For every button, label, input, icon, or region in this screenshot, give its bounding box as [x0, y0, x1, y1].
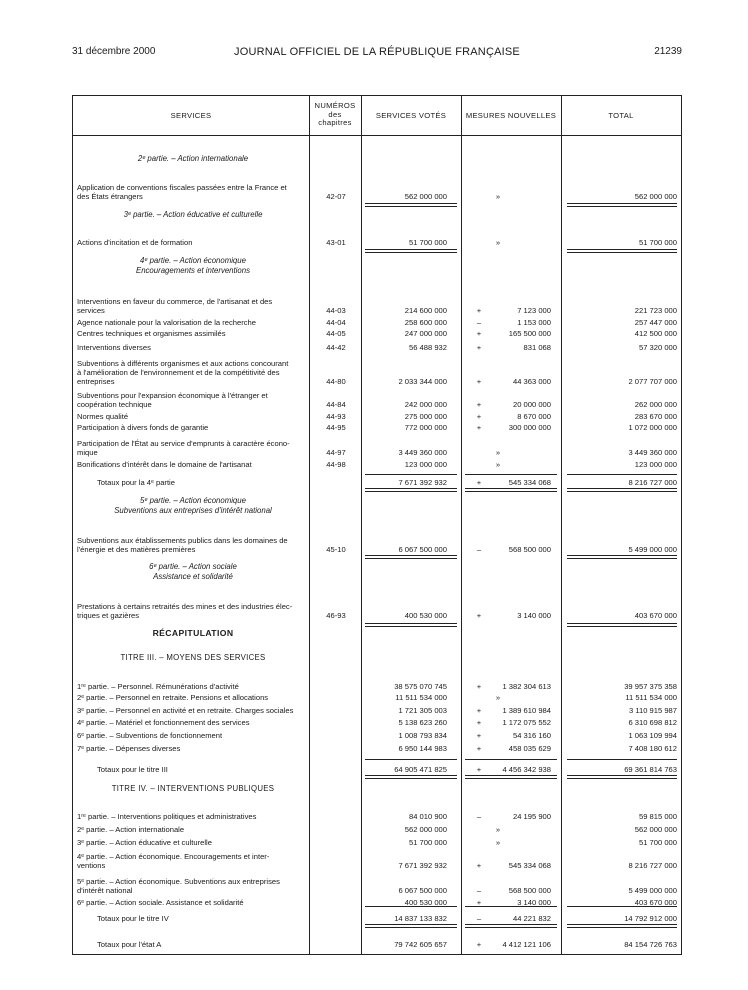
services-votes-value: 123 000 000	[404, 460, 447, 469]
total-value: 7 408 180 612	[628, 744, 677, 753]
services-votes-value: 400 530 000	[404, 898, 447, 907]
row-label	[77, 329, 307, 338]
chapter-number: 44-80	[326, 377, 346, 386]
change-sign: +	[476, 412, 482, 421]
subtotal-rule	[567, 623, 677, 627]
issue-date: 31 décembre 2000	[72, 46, 156, 57]
row-label-line: Participation à divers fonds de garantie	[77, 423, 209, 432]
table-row	[73, 238, 681, 249]
total-value: 6 310 698 812	[628, 718, 677, 727]
table-row	[73, 391, 681, 411]
change-sign: +	[476, 744, 482, 753]
mesures-nouvelles-value: 300 000 000	[508, 423, 551, 432]
change-sign: +	[476, 898, 482, 907]
services-votes-value: 79 742 605 657	[394, 940, 447, 949]
total-value: 39 957 375 358	[624, 682, 677, 691]
mesures-nouvelles-value: »	[495, 838, 501, 847]
column-header-numeros-line: NUMÉROS	[314, 101, 356, 110]
chapter-number: 44-04	[326, 318, 346, 327]
services-votes-value: 772 000 000	[404, 423, 447, 432]
row-label	[77, 238, 307, 247]
mesures-nouvelles-value: »	[495, 460, 501, 469]
row-label-line: Totaux pour l'état A	[97, 940, 162, 949]
row-label-line: Centres techniques et organismes assimilés	[77, 329, 226, 338]
services-votes-value: 64 905 471 825	[394, 765, 447, 774]
row-label-line: des États étrangers	[77, 192, 143, 201]
total-value: 14 792 912 000	[624, 914, 677, 923]
row-label-line: Bonifications d'intérêt dans le domaine de l'artisanat	[77, 460, 252, 469]
chapter-number: 44-05	[326, 329, 346, 338]
change-sign: +	[476, 718, 482, 727]
services-votes-value: 5 138 623 260	[398, 718, 447, 727]
mesures-nouvelles-value: 458 035 629	[508, 744, 551, 753]
row-label-line: Interventions diverses	[77, 343, 151, 352]
table-row	[73, 682, 681, 693]
row-label-line: 6ᵉ partie. – Action sociale. Assistance et solidarité	[77, 898, 244, 907]
row-label-line: Normes qualité	[77, 412, 129, 421]
table-row	[73, 183, 681, 203]
total-value: 403 670 000	[634, 611, 677, 620]
chapter-number: 44-93	[326, 412, 346, 421]
table-row	[73, 825, 681, 836]
table-row	[73, 852, 681, 872]
row-label-line: Totaux pour le titre IV	[97, 914, 169, 923]
column-header-numeros-line: des	[328, 109, 342, 119]
chapter-number: 44-97	[326, 448, 346, 457]
table-row	[73, 423, 681, 434]
services-votes-value: 3 449 360 000	[398, 448, 447, 457]
row-label	[77, 412, 307, 421]
total-value: 2 077 707 000	[628, 377, 677, 386]
chapter-number: 44-98	[326, 460, 346, 469]
chapter-number: 42-07	[326, 192, 346, 201]
total-value: 51 700 000	[638, 238, 677, 247]
row-label-line: d'intérêt national	[77, 886, 133, 895]
mesures-nouvelles-value: 1 153 000	[517, 318, 551, 327]
row-label-line: Subventions à différents organismes et aux actions concourant	[77, 359, 289, 368]
services-votes-value: 6 950 144 983	[398, 744, 447, 753]
journal-title: JOURNAL OFFICIEL DE LA RÉPUBLIQUE FRANÇAISE	[234, 46, 520, 58]
column-header-numeros	[309, 102, 361, 128]
services-votes-value: 1 721 305 003	[398, 706, 447, 715]
row-label-line: triques et gazières	[77, 611, 140, 620]
row-label-line: à l'amélioration de l'environnement et de la compétitivité des	[77, 368, 280, 377]
services-votes-value: 14 837 133 832	[394, 914, 447, 923]
total-value: 257 447 000	[634, 318, 677, 327]
subtotal-rule	[465, 474, 557, 475]
total-value: 283 670 000	[634, 412, 677, 421]
total-value: 562 000 000	[634, 825, 677, 834]
subtotal-rule	[567, 203, 677, 207]
total-value: 8 216 727 000	[628, 478, 677, 487]
total-value: 84 154 726 763	[624, 940, 677, 949]
row-label	[77, 460, 307, 469]
row-label-line: Application de conventions fiscales passées entre la France et	[77, 183, 287, 192]
row-label	[77, 439, 307, 457]
subtotal-rule	[365, 759, 457, 760]
total-value: 3 449 360 000	[628, 448, 677, 457]
row-label-line: Totaux pour la 4ᵉ partie	[97, 478, 175, 487]
row-label	[77, 877, 307, 895]
services-votes-value: 247 000 000	[404, 329, 447, 338]
mesures-nouvelles-value: 3 140 000	[517, 611, 551, 620]
section-heading-line: 4ᵉ partie. – Action économique	[140, 256, 246, 265]
row-label	[97, 914, 327, 923]
row-label-line: Subventions aux établissements publics dans les domaines de	[77, 536, 288, 545]
row-label	[77, 423, 307, 432]
mesures-nouvelles-value: 44 363 000	[512, 377, 551, 386]
subtotal-rule	[365, 474, 457, 475]
mesures-nouvelles-value: »	[495, 693, 501, 702]
row-label	[97, 765, 327, 774]
row-label	[97, 478, 327, 487]
section-heading-line: Encouragements et interventions	[136, 266, 250, 275]
total-value: 11 511 534 000	[625, 693, 677, 702]
mesures-nouvelles-value: 545 334 068	[508, 478, 551, 487]
row-label-line: coopération technique	[77, 400, 152, 409]
mesures-nouvelles-value: 44 221 832	[512, 914, 551, 923]
mesures-nouvelles-value: 831 068	[523, 343, 551, 352]
row-label-line: 4ᵉ partie. – Matériel et fonctionnement des services	[77, 718, 250, 727]
mesures-nouvelles-value: 568 500 000	[508, 545, 551, 554]
total-value: 123 000 000	[634, 460, 677, 469]
change-sign: +	[476, 765, 482, 774]
mesures-nouvelles-value: 24 195 900	[512, 812, 551, 821]
change-sign: +	[476, 329, 482, 338]
total-value: 221 723 000	[634, 306, 677, 315]
section-heading	[73, 210, 313, 220]
subtotal-rule	[365, 249, 457, 253]
table-row	[73, 744, 681, 755]
section-heading-line: Assistance et solidarité	[153, 572, 233, 581]
row-label-line: 1ʳᵉ partie. – Interventions politiques et administratives	[77, 812, 257, 821]
column-header-total: TOTAL	[608, 111, 634, 120]
row-label	[77, 343, 307, 352]
row-label	[77, 318, 307, 327]
services-votes-value: 400 530 000	[404, 611, 447, 620]
change-sign: +	[476, 731, 482, 740]
section-heading-line: 3ᵉ partie. – Action éducative et culturelle	[123, 210, 263, 219]
row-label-line: entreprises	[77, 377, 115, 386]
budget-table	[72, 95, 682, 955]
total-value: 5 499 000 000	[628, 545, 677, 554]
table-row	[73, 412, 681, 423]
total-value: 1 063 109 994	[628, 731, 677, 740]
row-label-line: Actions d'incitation et de formation	[77, 238, 193, 247]
chapter-number: 45-10	[326, 545, 346, 554]
services-votes-value: 1 008 793 834	[398, 731, 447, 740]
section-heading-line: 5ᵉ partie. – Action économique	[140, 496, 246, 505]
chapter-number: 46-93	[326, 611, 346, 620]
total-row	[73, 914, 681, 925]
table-row	[73, 536, 681, 556]
table-row	[73, 706, 681, 717]
row-label	[77, 693, 307, 702]
subtotal-rule	[365, 623, 457, 627]
change-sign: +	[476, 423, 482, 432]
table-row	[73, 318, 681, 329]
mesures-nouvelles-value: »	[495, 238, 501, 247]
change-sign: +	[476, 400, 482, 409]
services-votes-value: 7 671 392 932	[398, 478, 447, 487]
row-label	[77, 183, 307, 201]
row-label-line: l'énergie et des matières premières	[77, 545, 196, 554]
page-header	[72, 46, 682, 60]
row-label	[77, 852, 307, 870]
chapter-number: 44-95	[326, 423, 346, 432]
section-heading	[73, 562, 313, 582]
row-label	[77, 682, 307, 691]
total-value: 403 670 000	[634, 898, 677, 907]
services-votes-value: 51 700 000	[408, 238, 447, 247]
table-row	[73, 602, 681, 622]
row-label-line: 2ᵉ partie. – Action internationale	[77, 825, 185, 834]
table-row	[73, 877, 681, 897]
table-row	[73, 297, 681, 317]
change-sign: +	[476, 478, 482, 487]
row-label	[77, 744, 307, 753]
change-sign: +	[476, 343, 482, 352]
services-votes-value: 275 000 000	[404, 412, 447, 421]
section-heading	[73, 496, 313, 516]
recap-title: RÉCAPITULATION	[152, 628, 234, 638]
change-sign: –	[476, 318, 482, 327]
table-row	[73, 359, 681, 388]
titre-heading: TITRE III. – MOYENS DES SERVICES	[120, 653, 266, 662]
row-label	[77, 359, 307, 386]
subtotal-rule	[465, 759, 557, 760]
page-number: 21239	[654, 46, 682, 57]
row-label-line: services	[77, 306, 105, 315]
subtotal-rule	[567, 474, 677, 475]
table-row	[73, 718, 681, 729]
row-label-line: 3ᵉ partie. – Personnel en activité et en retraite. Charges sociales	[77, 706, 294, 715]
row-label	[97, 940, 327, 949]
change-sign: –	[476, 886, 482, 895]
section-heading-line: 6ᵉ partie. – Action sociale	[149, 562, 237, 571]
row-label-line: 7ᵉ partie. – Dépenses diverses	[77, 744, 181, 753]
change-sign: +	[476, 706, 482, 715]
subtotal-rule	[365, 203, 457, 207]
chapter-number: 44-84	[326, 400, 346, 409]
titre-heading: TITRE IV. – INTERVENTIONS PUBLIQUES	[111, 784, 275, 793]
mesures-nouvelles-value: »	[495, 192, 501, 201]
change-sign: +	[476, 377, 482, 386]
table-row	[73, 329, 681, 340]
services-votes-value: 562 000 000	[404, 192, 447, 201]
change-sign: –	[476, 812, 482, 821]
row-label	[77, 297, 307, 315]
total-value: 8 216 727 000	[628, 861, 677, 870]
services-votes-value: 84 010 900	[408, 812, 447, 821]
table-row	[73, 343, 681, 354]
total-value: 5 499 000 000	[628, 886, 677, 895]
mesures-nouvelles-value: 545 334 068	[508, 861, 551, 870]
row-label-line: 3ᵉ partie. – Action éducative et culturelle	[77, 838, 212, 847]
total-value: 69 361 814 763	[624, 765, 677, 774]
row-label	[77, 602, 307, 620]
subtotal-rule	[567, 759, 677, 760]
mesures-nouvelles-value: 3 140 000	[517, 898, 551, 907]
row-label	[77, 838, 307, 847]
table-row	[73, 838, 681, 849]
chapter-number: 44-03	[326, 306, 346, 315]
row-label-line: Interventions en faveur du commerce, de l'artisanat et des	[77, 297, 273, 306]
column-header-numeros-line: chapitres	[318, 118, 352, 127]
chapter-number: 43-01	[326, 238, 346, 247]
mesures-nouvelles-value: 1 172 075 552	[502, 718, 551, 727]
services-votes-value: 7 671 392 932	[398, 861, 447, 870]
column-header-mesures: MESURES NOUVELLES	[465, 111, 557, 120]
services-votes-value: 56 488 932	[408, 343, 447, 352]
total-row	[73, 478, 681, 489]
subtotal-rule	[567, 249, 677, 253]
mesures-nouvelles-value: »	[495, 448, 501, 457]
row-label-line: 6ᵉ partie. – Subventions de fonctionnement	[77, 731, 223, 740]
total-value: 57 320 000	[638, 343, 677, 352]
total-row	[73, 940, 681, 951]
column-header-votes: SERVICES VOTÉS	[375, 111, 447, 120]
column-header-services: SERVICES	[170, 111, 212, 120]
row-label-line: ventions	[77, 861, 106, 870]
total-value: 59 815 000	[638, 812, 677, 821]
mesures-nouvelles-value: 8 670 000	[517, 412, 551, 421]
change-sign: +	[476, 306, 482, 315]
mesures-nouvelles-value: 4 412 121 106	[502, 940, 551, 949]
row-label-line: Subventions pour l'expansion économique à l'étranger et	[77, 391, 268, 400]
services-votes-value: 562 000 000	[404, 825, 447, 834]
table-row	[73, 693, 681, 704]
row-label-line: 1ʳᵉ partie. – Personnel. Rémunérations d'activité	[77, 682, 239, 691]
mesures-nouvelles-value: 20 000 000	[512, 400, 551, 409]
change-sign: –	[476, 914, 482, 923]
services-votes-value: 51 700 000	[408, 838, 447, 847]
mesures-nouvelles-value: 165 500 000	[508, 329, 551, 338]
change-sign: –	[476, 545, 482, 554]
change-sign: +	[476, 861, 482, 870]
row-label-line: Agence nationale pour la valorisation de la recherche	[77, 318, 256, 327]
row-label-line: 2ᵉ partie. – Personnel en retraite. Pensions et allocations	[77, 693, 269, 702]
table-row	[73, 812, 681, 823]
table-row	[73, 731, 681, 742]
change-sign: +	[476, 682, 482, 691]
mesures-nouvelles-value: »	[495, 825, 501, 834]
services-votes-value: 6 067 500 000	[398, 545, 447, 554]
row-label-line: Prestations à certains retraités des mines et des industries élec-	[77, 602, 293, 611]
services-votes-value: 214 600 000	[404, 306, 447, 315]
services-votes-value: 11 511 534 000	[395, 693, 447, 702]
row-label	[77, 536, 307, 554]
row-label	[77, 391, 307, 409]
total-value: 562 000 000	[634, 192, 677, 201]
row-label	[77, 706, 307, 715]
total-value: 1 072 000 000	[628, 423, 677, 432]
row-label	[77, 718, 307, 727]
row-label	[77, 731, 307, 740]
row-label-line: Participation de l'État au service d'emprunts à caractère écono-	[77, 439, 290, 448]
total-row	[73, 765, 681, 776]
row-label	[77, 812, 307, 821]
mesures-nouvelles-value: 7 123 000	[517, 306, 551, 315]
mesures-nouvelles-value: 1 382 304 613	[502, 682, 551, 691]
table-row	[73, 439, 681, 459]
total-value: 412 500 000	[634, 329, 677, 338]
mesures-nouvelles-value: 1 389 610 984	[502, 706, 551, 715]
row-label-line: 5ᵉ partie. – Action économique. Subventions aux entreprises	[77, 877, 280, 886]
total-value: 51 700 000	[638, 838, 677, 847]
change-sign: +	[476, 940, 482, 949]
row-label	[77, 898, 307, 907]
services-votes-value: 2 033 344 000	[398, 377, 447, 386]
table-row	[73, 898, 681, 909]
mesures-nouvelles-value: 4 456 342 938	[502, 765, 551, 774]
change-sign: +	[476, 611, 482, 620]
mesures-nouvelles-value: 568 500 000	[508, 886, 551, 895]
total-value: 3 110 915 987	[629, 706, 677, 715]
chapter-number: 44-42	[326, 343, 346, 352]
row-label-line: Totaux pour le titre III	[97, 765, 168, 774]
section-heading-line: 2ᵉ partie. – Action internationale	[137, 154, 249, 163]
total-value: 262 000 000	[634, 400, 677, 409]
table-row	[73, 460, 681, 471]
section-heading	[73, 256, 313, 276]
services-votes-value: 38 575 070 745	[394, 682, 447, 691]
services-votes-value: 242 000 000	[404, 400, 447, 409]
row-label-line: 4ᵉ partie. – Action économique. Encouragements et inter-	[77, 852, 270, 861]
mesures-nouvelles-value: 54 316 160	[512, 731, 551, 740]
row-label	[77, 825, 307, 834]
header-divider	[73, 135, 681, 136]
row-label-line: mique	[77, 448, 98, 457]
services-votes-value: 6 067 500 000	[398, 886, 447, 895]
services-votes-value: 258 600 000	[404, 318, 447, 327]
section-heading	[73, 154, 313, 164]
section-heading-line: Subventions aux entreprises d'intérêt national	[114, 506, 272, 515]
